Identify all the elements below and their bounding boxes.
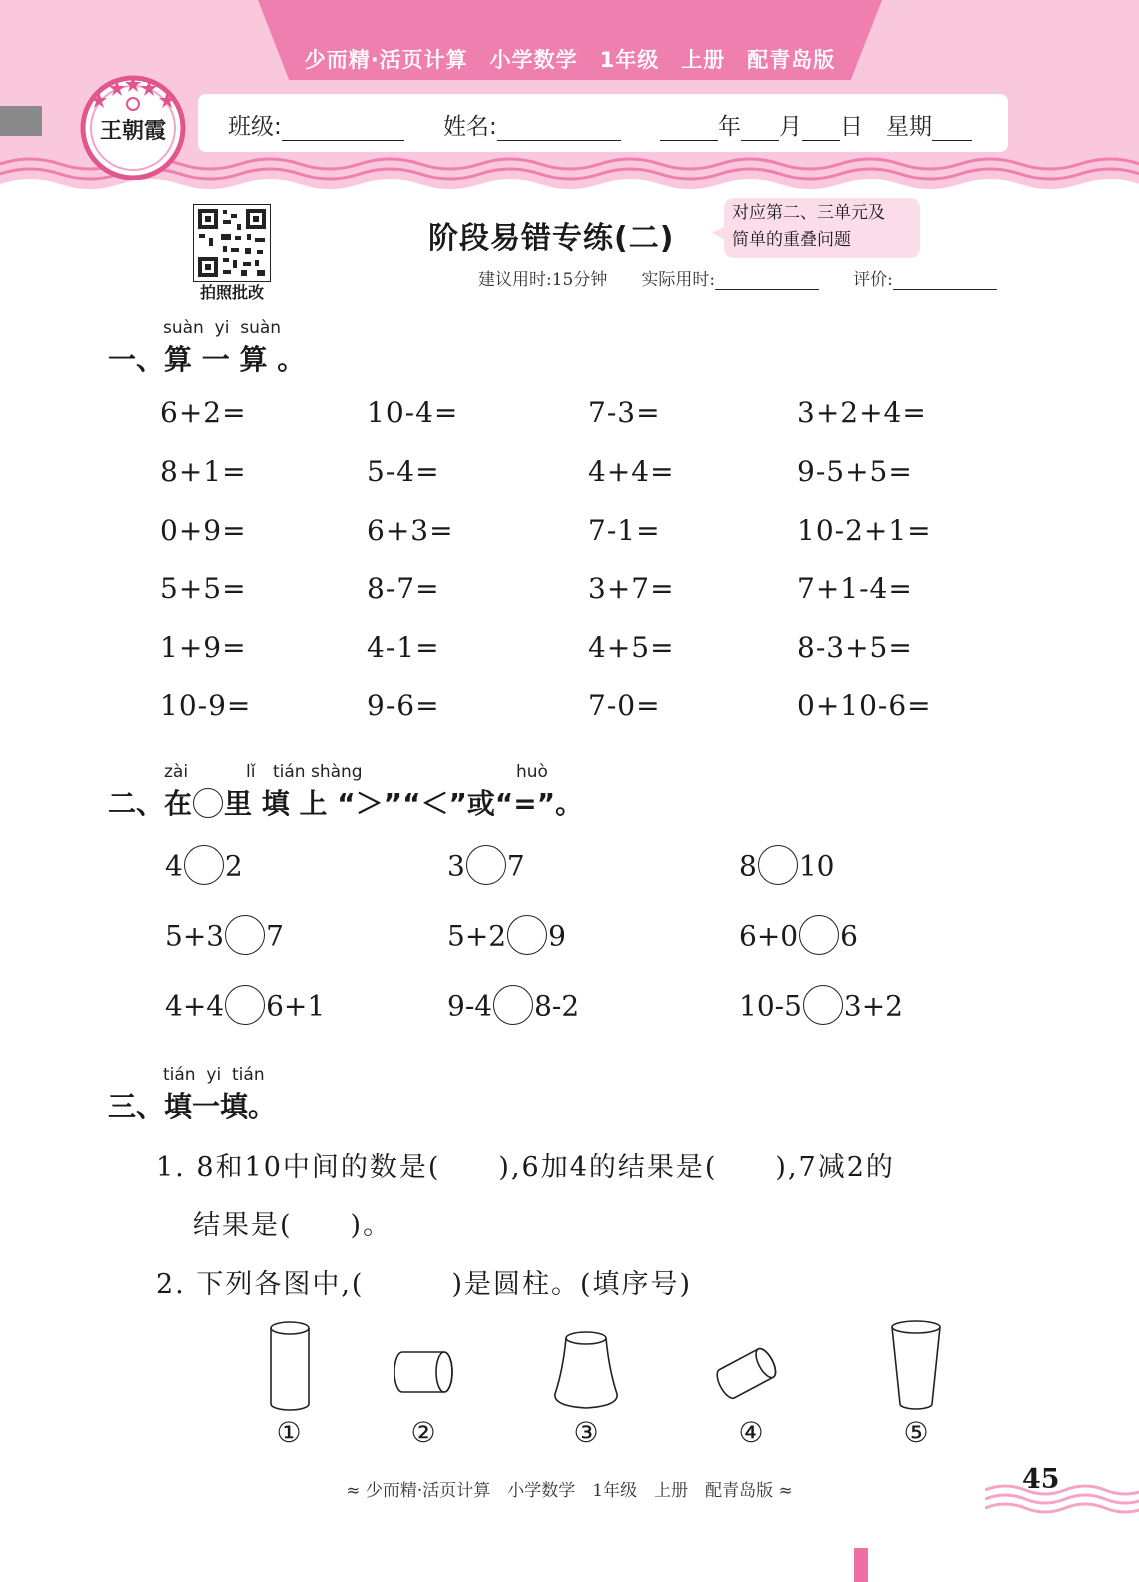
compare-1-2: 3 7 (447, 848, 525, 888)
eq-1-4[interactable]: 3+2+4= (797, 396, 927, 429)
bottom-marker (854, 1548, 868, 1582)
name-field[interactable]: 姓名: (443, 108, 621, 141)
eq-6-2[interactable]: 9-6= (367, 689, 440, 722)
compare-1-1: 4 2 (165, 848, 243, 888)
page-number: 45 (1022, 1464, 1060, 1495)
question-1-line1[interactable]: 1. 8和10中间的数是( ),6加4的结果是( ),7减2的 (156, 1152, 895, 1183)
answer-circle[interactable] (507, 915, 547, 955)
qr-caption: 拍照批改 (199, 283, 264, 302)
cylinder-lying-icon (394, 1348, 456, 1396)
answer-circle[interactable] (184, 845, 224, 885)
eq-1-2[interactable]: 10-4= (367, 396, 459, 429)
brand-logo (79, 72, 187, 180)
shape-label-3: ③ (573, 1416, 599, 1449)
date-field[interactable]: 年 月 日 星期 (660, 108, 972, 141)
rating-field[interactable] (893, 271, 997, 290)
frustum-shape-icon (886, 1318, 946, 1414)
answer-circle[interactable] (803, 985, 843, 1025)
timing-line (478, 265, 997, 290)
circle-symbol-icon (193, 788, 223, 818)
eq-2-3[interactable]: 4+4= (588, 455, 675, 488)
actual-time-field[interactable] (715, 271, 819, 290)
eq-4-3[interactable]: 3+7= (588, 572, 675, 605)
eq-3-3[interactable]: 7-1= (588, 514, 661, 547)
shape-label-2: ② (410, 1416, 436, 1449)
eq-6-1[interactable]: 10-9= (160, 689, 252, 722)
compare-3-2: 9-4 8-2 (447, 988, 579, 1028)
cylinder-upright-icon (262, 1320, 318, 1414)
eq-3-1[interactable]: 0+9= (160, 514, 247, 547)
eq-2-4[interactable]: 9-5+5= (797, 455, 913, 488)
shape-label-5: ⑤ (903, 1416, 929, 1449)
section3-heading: 三、填一填。 (108, 1090, 277, 1123)
compare-3-1: 4+4 6+1 (165, 988, 325, 1028)
eq-5-2[interactable]: 4-1= (367, 631, 440, 664)
eq-4-2[interactable]: 8-7= (367, 572, 440, 605)
eq-5-3[interactable]: 4+5= (588, 631, 675, 664)
question-1-line2[interactable]: 结果是( )。 (193, 1210, 393, 1241)
answer-circle[interactable] (466, 845, 506, 885)
eq-3-2[interactable]: 6+3= (367, 514, 454, 547)
section3-pinyin: tián yi tián (163, 1065, 265, 1085)
pinyin-huo: huò (516, 762, 548, 782)
logo-text: 王朝霞 (99, 118, 167, 144)
rating-label: 评价: (853, 270, 893, 290)
eq-5-1[interactable]: 1+9= (160, 631, 247, 664)
eq-6-3[interactable]: 7-0= (588, 689, 661, 722)
scope-note: 对应第二、三单元及 简单的重叠问题 (724, 198, 920, 258)
class-field[interactable]: 班级: (228, 108, 404, 141)
eq-6-4[interactable]: 0+10-6= (797, 689, 932, 722)
eq-5-4[interactable]: 8-3+5= (797, 631, 913, 664)
page-title: 阶段易错专练(二) (428, 221, 675, 256)
eq-3-4[interactable]: 10-2+1= (797, 514, 932, 547)
eq-1-1[interactable]: 6+2= (160, 396, 247, 429)
shape-label-4: ④ (738, 1416, 764, 1449)
vase-shape-icon (549, 1330, 623, 1416)
qr-code-icon[interactable] (193, 204, 271, 282)
shape-label-1: ① (276, 1416, 302, 1449)
section1-pinyin: suàn yi suàn (163, 318, 282, 338)
footer-text: ≈ 少而精·活页计算 小学数学 1年级 上册 配青岛版 ≈ (346, 1481, 793, 1501)
answer-circle[interactable] (799, 915, 839, 955)
answer-circle[interactable] (758, 845, 798, 885)
eq-4-4[interactable]: 7+1-4= (797, 572, 913, 605)
eq-2-1[interactable]: 8+1= (160, 455, 247, 488)
eq-2-2[interactable]: 5-4= (367, 455, 440, 488)
footer-wave (985, 1482, 1139, 1516)
pinyin-li: lǐ (246, 762, 256, 782)
compare-3-3: 10-5 3+2 (739, 988, 903, 1028)
question-2[interactable]: 2. 下列各图中,( )是圆柱。(填序号) (156, 1269, 693, 1300)
answer-circle[interactable] (225, 915, 265, 955)
eq-4-1[interactable]: 5+5= (160, 572, 247, 605)
suggested-time: 建议用时:15分钟 (478, 270, 608, 290)
compare-2-3: 6+0 6 (739, 918, 858, 958)
cylinder-tilted-icon (712, 1340, 786, 1404)
compare-1-3: 8 10 (739, 848, 834, 888)
side-tab (0, 106, 42, 136)
compare-2-1: 5+3 7 (165, 918, 284, 958)
actual-time-label: 实际用时: (641, 270, 716, 290)
eq-1-3[interactable]: 7-3= (588, 396, 661, 429)
pinyin-zai: zài (164, 762, 189, 782)
section1-heading: 一、算 一 算 。 (108, 343, 306, 376)
answer-circle[interactable] (493, 985, 533, 1025)
section2-heading: 二、在 里 填 上 “＞”“＜”或“=”。 (108, 787, 584, 820)
pinyin-tian-shang: tián shàng (273, 762, 363, 782)
series-title: 少而精·活页计算 小学数学 1年级 上册 配青岛版 (304, 48, 836, 72)
answer-circle[interactable] (225, 985, 265, 1025)
compare-2-2: 5+2 9 (447, 918, 566, 958)
